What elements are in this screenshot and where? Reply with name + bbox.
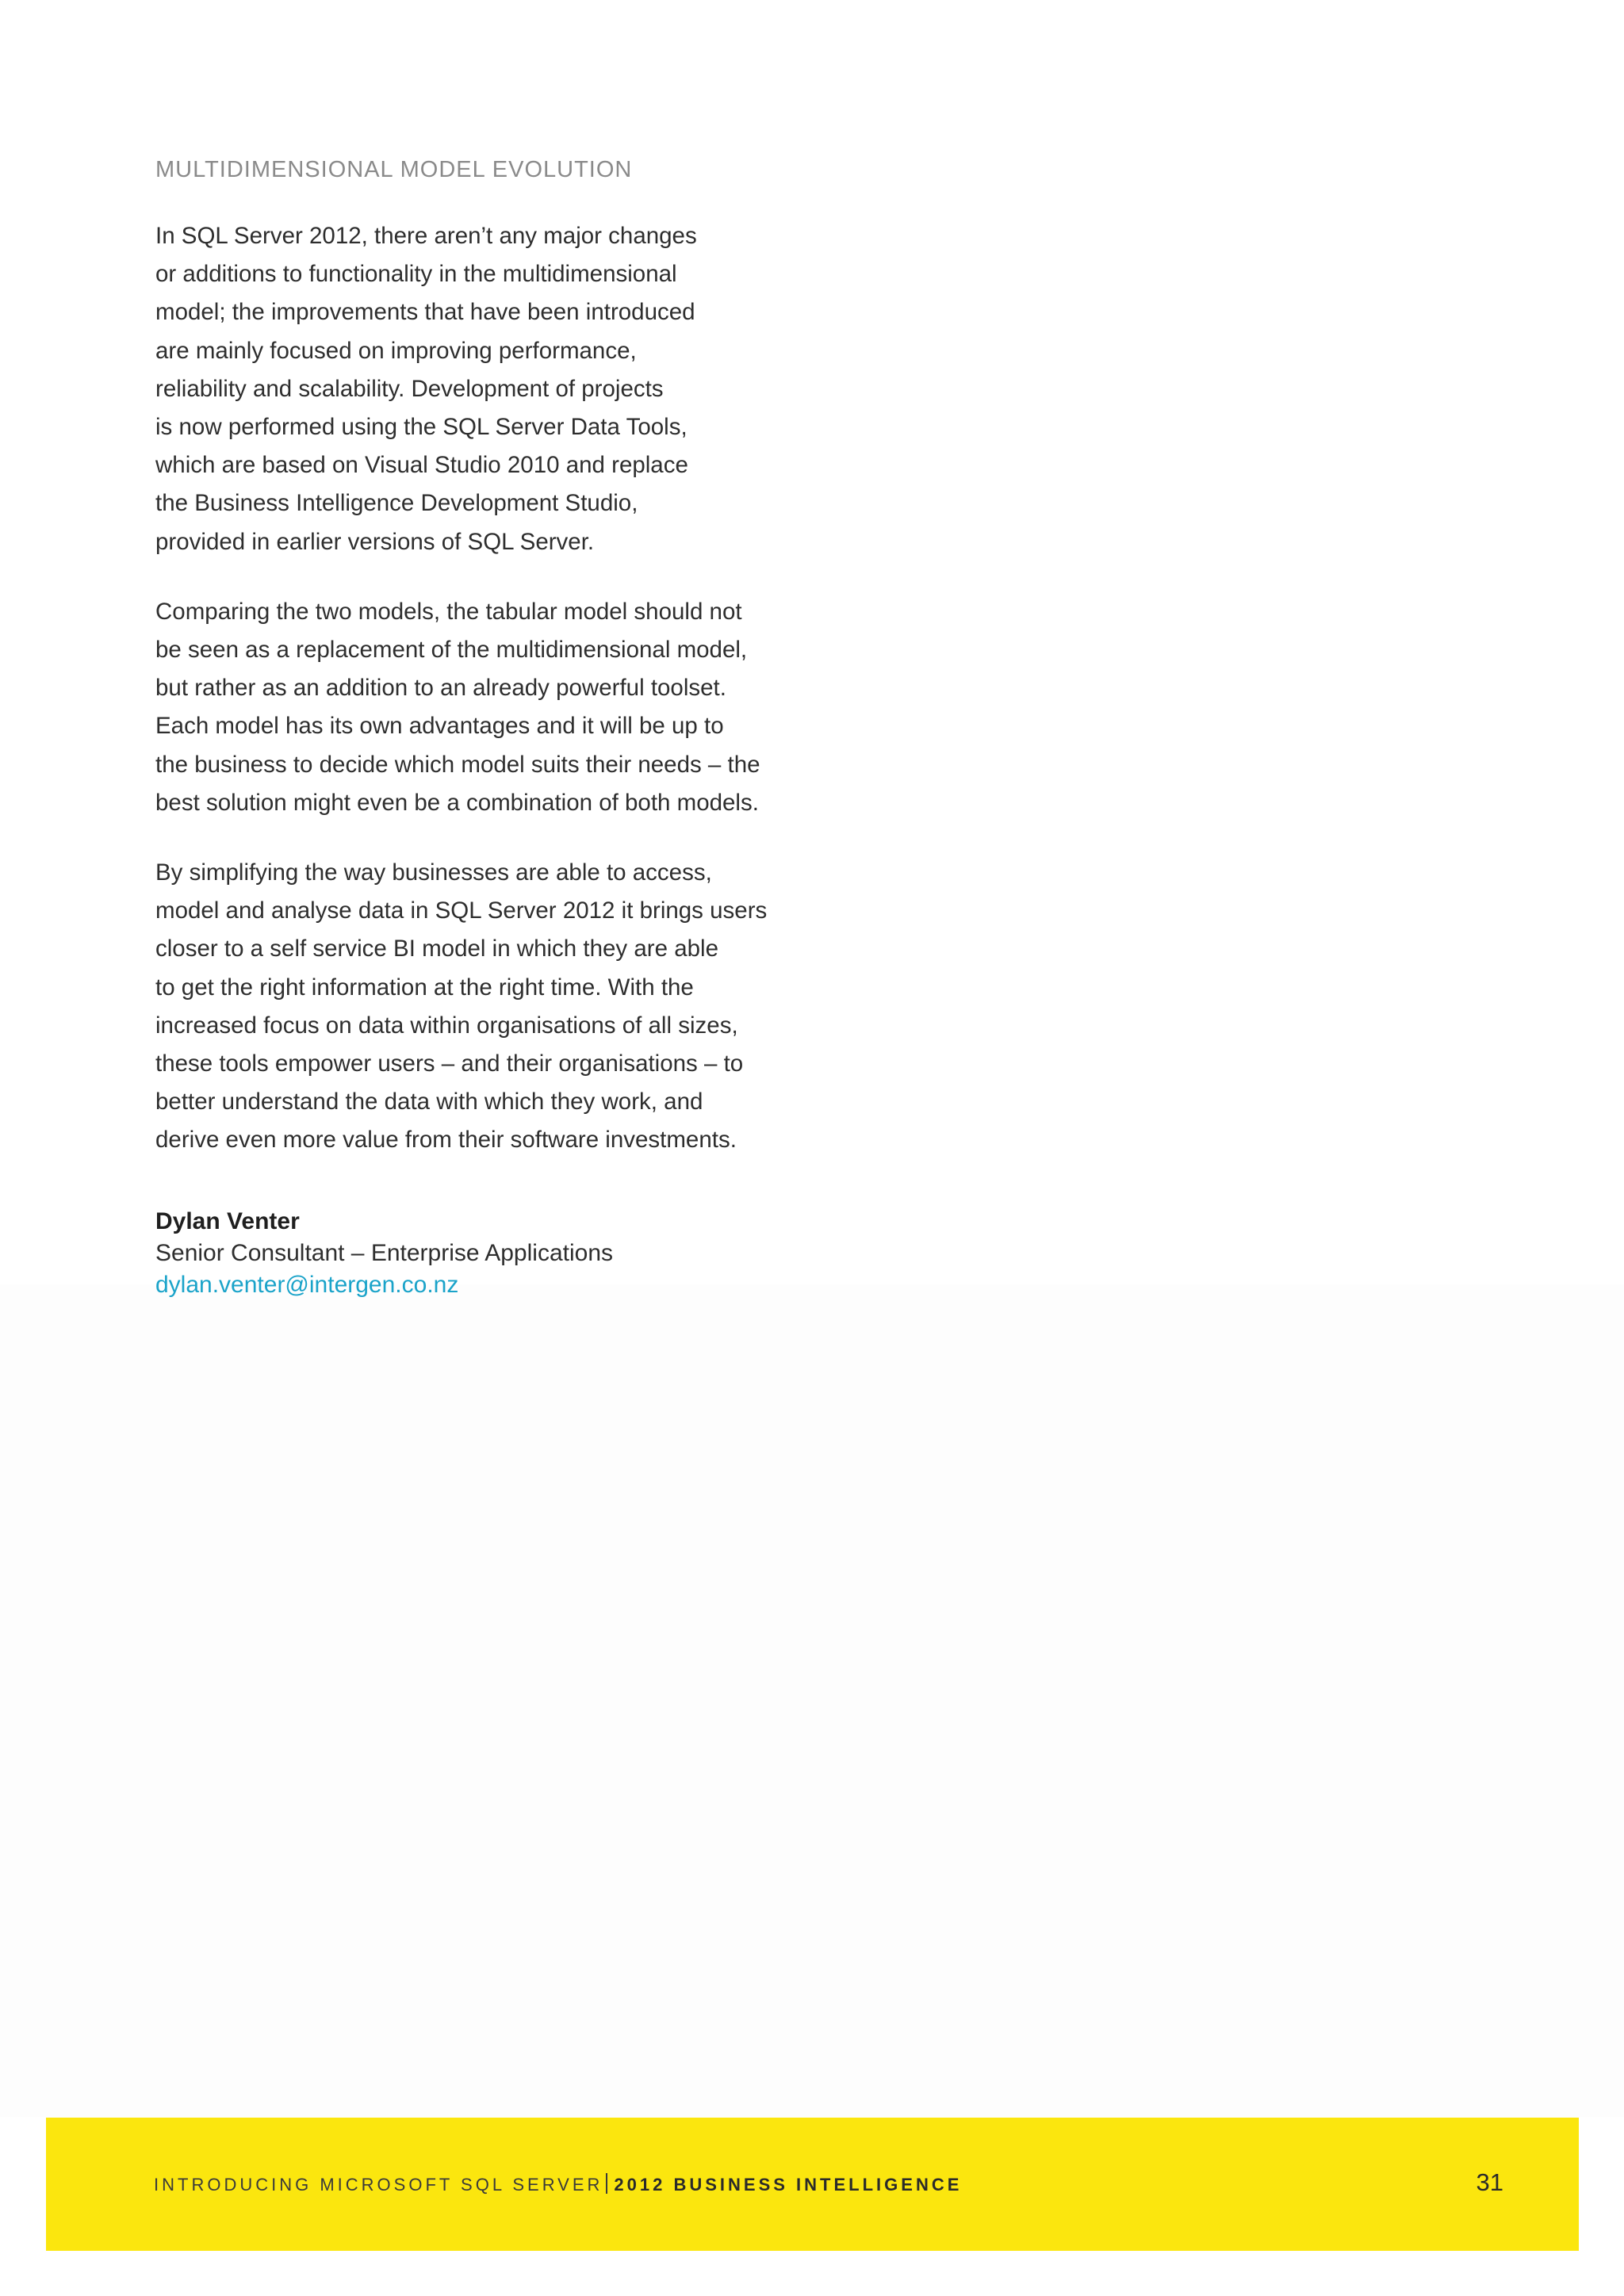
text-line: be seen as a replacement of the multidimensional model, bbox=[155, 637, 748, 664]
author-block bbox=[155, 1206, 790, 1301]
text-line: is now performed using the SQL Server Data Tools, bbox=[155, 414, 688, 441]
paragraph-3 bbox=[155, 854, 790, 1160]
text-line: or additions to functionality in the multidimensional bbox=[155, 261, 677, 288]
paragraph-2 bbox=[155, 593, 790, 822]
text-line: to get the right information at the right time. With the bbox=[155, 974, 694, 1001]
text-line: model; the improvements that have been introduced bbox=[155, 299, 695, 326]
text-line: these tools empower users – and their organisations – to bbox=[155, 1050, 744, 1077]
author-title: Senior Consultant – Enterprise Applications bbox=[155, 1239, 614, 1266]
article-content bbox=[155, 155, 790, 1301]
text-line: best solution might even be a combination of both models. bbox=[155, 789, 759, 816]
page-number: 31 bbox=[1476, 2168, 1503, 2196]
text-line: By simplifying the way businesses are able to access, bbox=[155, 859, 712, 886]
text-line: increased focus on data within organisations of all sizes, bbox=[155, 1012, 738, 1039]
section-heading: MULTIDIMENSIONAL MODEL EVOLUTION bbox=[155, 157, 633, 182]
text-line: provided in earlier versions of SQL Server. bbox=[155, 528, 595, 555]
footer-publication-title bbox=[154, 2173, 962, 2197]
footer-series-label: INTRODUCING MICROSOFT SQL SERVER bbox=[154, 2175, 603, 2195]
footer-band bbox=[46, 2118, 1579, 2251]
text-line: but rather as an addition to an already powerful toolset. bbox=[155, 675, 726, 702]
footer-divider bbox=[606, 2173, 607, 2194]
text-line: which are based on Visual Studio 2010 and replace bbox=[155, 452, 688, 479]
author-email-link[interactable]: dylan.venter@intergen.co.nz bbox=[155, 1271, 459, 1298]
lower-background bbox=[0, 1284, 1624, 2117]
text-line: better understand the data with which they work, and bbox=[155, 1089, 703, 1115]
text-line: the business to decide which model suits their needs – the bbox=[155, 751, 760, 778]
author-name: Dylan Venter bbox=[155, 1207, 300, 1234]
paragraph-1 bbox=[155, 217, 790, 561]
text-line: derive even more value from their software investments. bbox=[155, 1127, 737, 1154]
text-line: model and analyse data in SQL Server 2012 it brings users bbox=[155, 897, 768, 924]
text-line: reliability and scalability. Development of projects bbox=[155, 375, 664, 402]
text-line: In SQL Server 2012, there aren’t any major changes bbox=[155, 223, 697, 249]
text-line: are mainly focused on improving performance, bbox=[155, 337, 637, 364]
text-line: the Business Intelligence Development Studio, bbox=[155, 490, 638, 517]
text-line: closer to a self service BI model in which they are able bbox=[155, 936, 718, 962]
text-line: Each model has its own advantages and it will be up to bbox=[155, 713, 724, 740]
text-line: Comparing the two models, the tabular model should not bbox=[155, 598, 742, 625]
footer-subject-label: 2012 BUSINESS INTELLIGENCE bbox=[614, 2175, 963, 2195]
